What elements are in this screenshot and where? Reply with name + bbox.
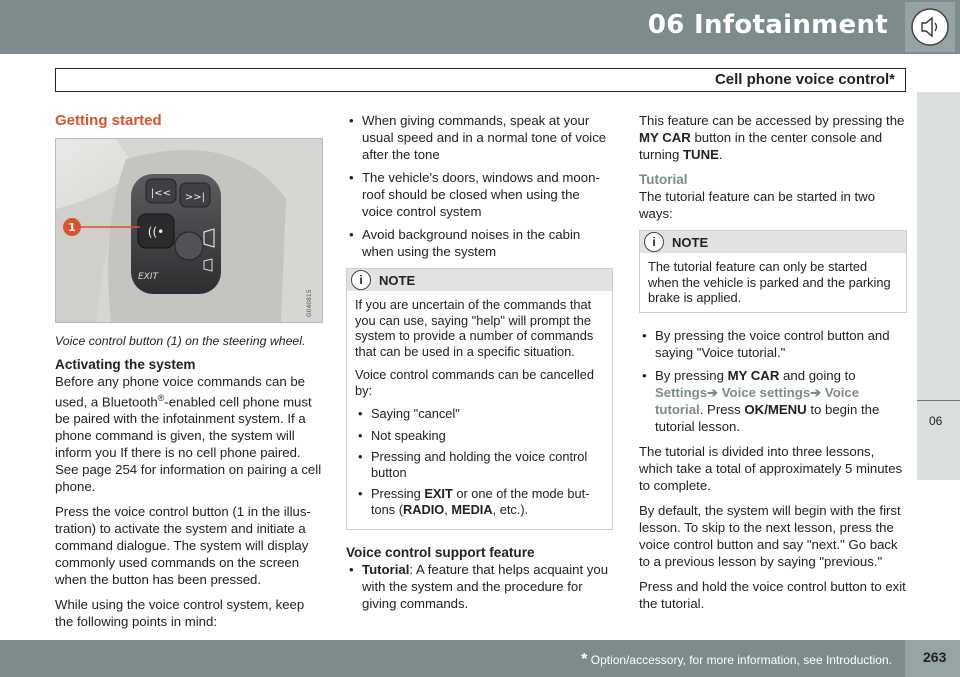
list-item: • Avoid background noises in the cabin when using the system bbox=[346, 226, 613, 260]
steering-wheel-photo bbox=[55, 138, 323, 323]
note-paragraph: If you are uncertain of the commands that you can use, saying "help" will prompt the system to provide a number of commands that can be used in a specific situation. bbox=[355, 297, 594, 359]
tutorial-paragraph-3: Press and hold the voice control button to exit the tutorial. bbox=[639, 578, 906, 611]
menu-path: Settings➔ Voice settings➔ Voice tutorial bbox=[655, 384, 860, 417]
getting-started-heading: Getting started bbox=[55, 112, 162, 129]
note-paragraph: Voice control commands can be cancelled by: bbox=[355, 367, 595, 398]
note-body bbox=[347, 291, 612, 529]
figure-code: G040815 bbox=[306, 289, 313, 317]
speaker-icon bbox=[905, 2, 955, 52]
tutorial-paragraph-2: By default, the system will begin with the first lesson. To skip to the next lesson, press the voice control button and say "next." Go back to a previous lesson by saying "previous." bbox=[639, 502, 901, 569]
footnote: * Option/accessory, for more information, see Introduction. bbox=[581, 651, 892, 668]
figure-caption: Voice control button (1) on the steering wheel. bbox=[55, 334, 306, 348]
chapter-header-bar bbox=[0, 0, 960, 54]
note-header bbox=[640, 231, 906, 253]
footer-bar bbox=[0, 640, 960, 677]
list-item: • By pressing MY CAR and going to Settings➔ Voice settings➔ Voice tutorial. Press OK/MENU to begin the tutorial lesson. bbox=[639, 367, 907, 435]
info-icon: i bbox=[351, 270, 371, 290]
exit-button-label: EXIT bbox=[138, 272, 159, 282]
tutorial-methods-list bbox=[639, 327, 907, 435]
side-tab-divider bbox=[917, 400, 960, 401]
tutorial-paragraph-1: The tutorial is divided into three lessons, which take a total of approximately 5 minutes to complete. bbox=[639, 443, 903, 493]
activating-paragraph-2: Press the voice control button (1 in the illustration) to activate the system and initiate a command dialogue. The system will display commonly used commands on the screen when the button has been pressed. bbox=[55, 504, 311, 588]
note-label: NOTE bbox=[672, 235, 709, 250]
note-paragraph: The tutorial feature can only be started when the vehicle is parked and the parking brake is applied. bbox=[648, 259, 891, 305]
note-box bbox=[346, 268, 613, 530]
list-item: • Saying "cancel" bbox=[355, 406, 604, 422]
page-number: 263 bbox=[923, 649, 947, 665]
column-1 bbox=[55, 112, 323, 638]
intro-paragraph: This feature can be accessed by pressing the MY CAR button in the center console and turning TUNE. bbox=[639, 113, 905, 162]
tutorial-heading: Tutorial bbox=[639, 172, 688, 187]
list-item: • Pressing EXIT or one of the mode buttons (RADIO, MEDIA, etc.). bbox=[355, 486, 604, 517]
cancel-list bbox=[355, 406, 604, 517]
section-header-bar bbox=[55, 68, 906, 92]
info-icon: i bbox=[644, 232, 664, 252]
section-title: Cell phone voice control* bbox=[714, 71, 895, 88]
svg-text:|<<: |<< bbox=[150, 188, 172, 199]
svg-text:>>|: >>| bbox=[184, 192, 206, 203]
list-item: • Pressing and holding the voice control button bbox=[355, 449, 604, 480]
support-list bbox=[346, 561, 613, 612]
activating-paragraph-3: While using the voice control system, keep the following points in mind: bbox=[55, 597, 305, 630]
chapter-title: 06 Infotainment bbox=[647, 10, 888, 40]
svg-text:((•: ((• bbox=[147, 225, 165, 239]
tips-list bbox=[346, 112, 613, 260]
list-item: • When giving commands, speak at your usual speed and in a normal tone of voice after the tone bbox=[346, 112, 613, 163]
tutorial-paragraph: The tutorial feature can be started in two ways: bbox=[639, 189, 876, 221]
activating-heading: Activating the system bbox=[55, 357, 196, 372]
list-item: • By pressing the voice control button and saying "Voice tutorial." bbox=[639, 327, 907, 361]
note-header bbox=[347, 269, 612, 291]
note-box bbox=[639, 230, 907, 313]
note-body bbox=[640, 253, 906, 312]
list-item: • Tutorial: A feature that helps acquaint you with the system and the procedure for giving commands. bbox=[346, 561, 613, 612]
chapter-side-tab bbox=[917, 92, 960, 480]
list-item: • Not speaking bbox=[355, 428, 604, 444]
activating-paragraph-1: Before any phone voice commands can be used, a Bluetooth®-enabled cell phone must be paired with the infotainment system. If a phone command is given, the system will inform you If there is no cell phone paired. See page 254 for information on pairing a cell phone. bbox=[55, 374, 322, 495]
column-3 bbox=[639, 112, 907, 620]
column-2 bbox=[346, 112, 613, 620]
side-tab-number: 06 bbox=[929, 414, 943, 428]
callout-1: 1 bbox=[68, 221, 76, 234]
note-label: NOTE bbox=[379, 273, 416, 288]
support-heading: Voice control support feature bbox=[346, 545, 535, 560]
list-item: • The vehicle's doors, windows and moonroof should be closed when using the voice control system bbox=[346, 169, 613, 220]
